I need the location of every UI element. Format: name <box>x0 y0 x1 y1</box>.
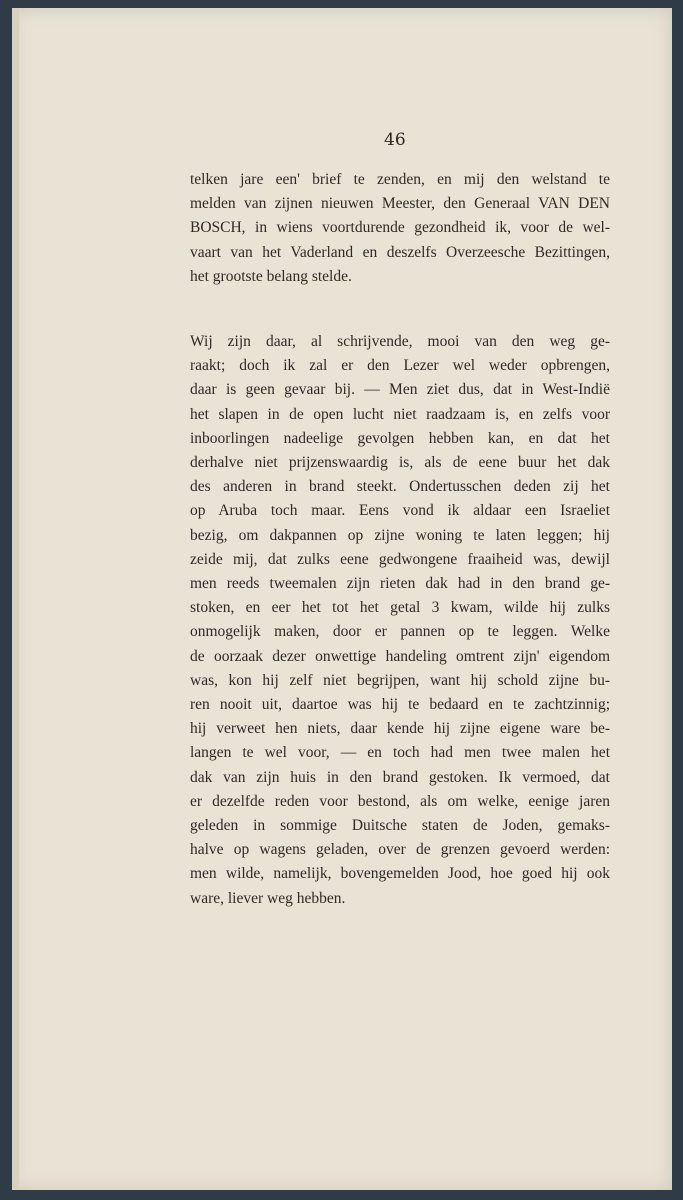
text-line: dak van zijn huis in den brand gestoken. Ik vermoed, dat <box>190 768 610 786</box>
text-line: bezig, om dakpannen op zijne woning te laten leggen; hij <box>190 526 610 544</box>
text-line: stoken, en eer het tot het getal 3 kwam, wilde hij zulks <box>190 599 610 617</box>
page-edge <box>12 8 19 1190</box>
text-line: geleden in sommige Duitsche staten de Joden, gemaks- <box>190 817 610 835</box>
text-line: inboorlingen nadeelige gevolgen hebben kan, en dat het <box>190 429 610 447</box>
text-line: onmogelijk maken, door er pannen op te leggen. Welke <box>190 623 610 641</box>
page-number: 46 <box>384 130 406 150</box>
text-line: het grootste belang stelde. <box>190 267 352 285</box>
text-line: Wij zijn daar, al schrijvende, mooi van den weg ge- <box>190 333 610 350</box>
text-line: telken jare een' brief te zenden, en mij den welstand te <box>190 171 610 188</box>
text-line: de oorzaak dezer onwettige handeling omtrent zijn' eigendom <box>190 647 610 665</box>
text-line: men reeds tweemalen zijn rieten dak had in den brand ge- <box>190 575 610 593</box>
text-line: vaart van het Vaderland en deszelfs Overzeesche Bezittingen, <box>190 243 610 261</box>
text-line: men wilde, namelijk, bovengemelden Jood, hoe goed hij ook <box>190 865 610 883</box>
text-line: des anderen in brand steekt. Ondertusschen deden zij het <box>190 478 610 496</box>
text-line: ware, liever weg hebben. <box>190 889 346 907</box>
book-page <box>12 8 672 1190</box>
text-line: ren nooit uit, daartoe was hij te bedaard en te zachtzinnig; <box>190 696 610 714</box>
text-line: zeide mij, dat zulks eene gedwongene fraaiheid was, dewijl <box>190 550 610 568</box>
text-line: raakt; doch ik zal er den Lezer wel weder opbrengen, <box>190 357 610 375</box>
paragraph-1 <box>190 168 610 289</box>
text-line: hij verweet hen niets, daar kende hij zijne eigene ware be- <box>190 720 610 738</box>
text-line: het slapen in de open lucht niet raadzaam is, en zelfs voor <box>190 405 610 423</box>
text-line: er dezelfde reden voor bestond, als om welke, eenige jaren <box>190 792 610 810</box>
text-line: BOSCH, in wiens voortdurende gezondheid ik, voor de wel- <box>190 219 610 237</box>
text-line: daar is geen gevaar bij. — Men ziet dus, dat in West-Indië <box>190 381 610 399</box>
text-line: was, kon hij zelf niet begrijpen, want hij schold zijne bu- <box>190 671 610 689</box>
text-line: derhalve niet prijzenswaardig is, als de eene buur het dak <box>190 454 610 472</box>
text-line: langen te wel voor, — en toch had men twee malen het <box>190 744 610 762</box>
text-line: halve op wagens geladen, over de grenzen gevoerd werden: <box>190 841 610 859</box>
text-line: op Aruba toch maar. Eens vond ik aldaar een Israeliet <box>190 502 610 520</box>
text-line: melden van zijnen nieuwen Meester, den Generaal VAN DEN <box>190 195 610 213</box>
paragraph-2 <box>190 330 610 911</box>
